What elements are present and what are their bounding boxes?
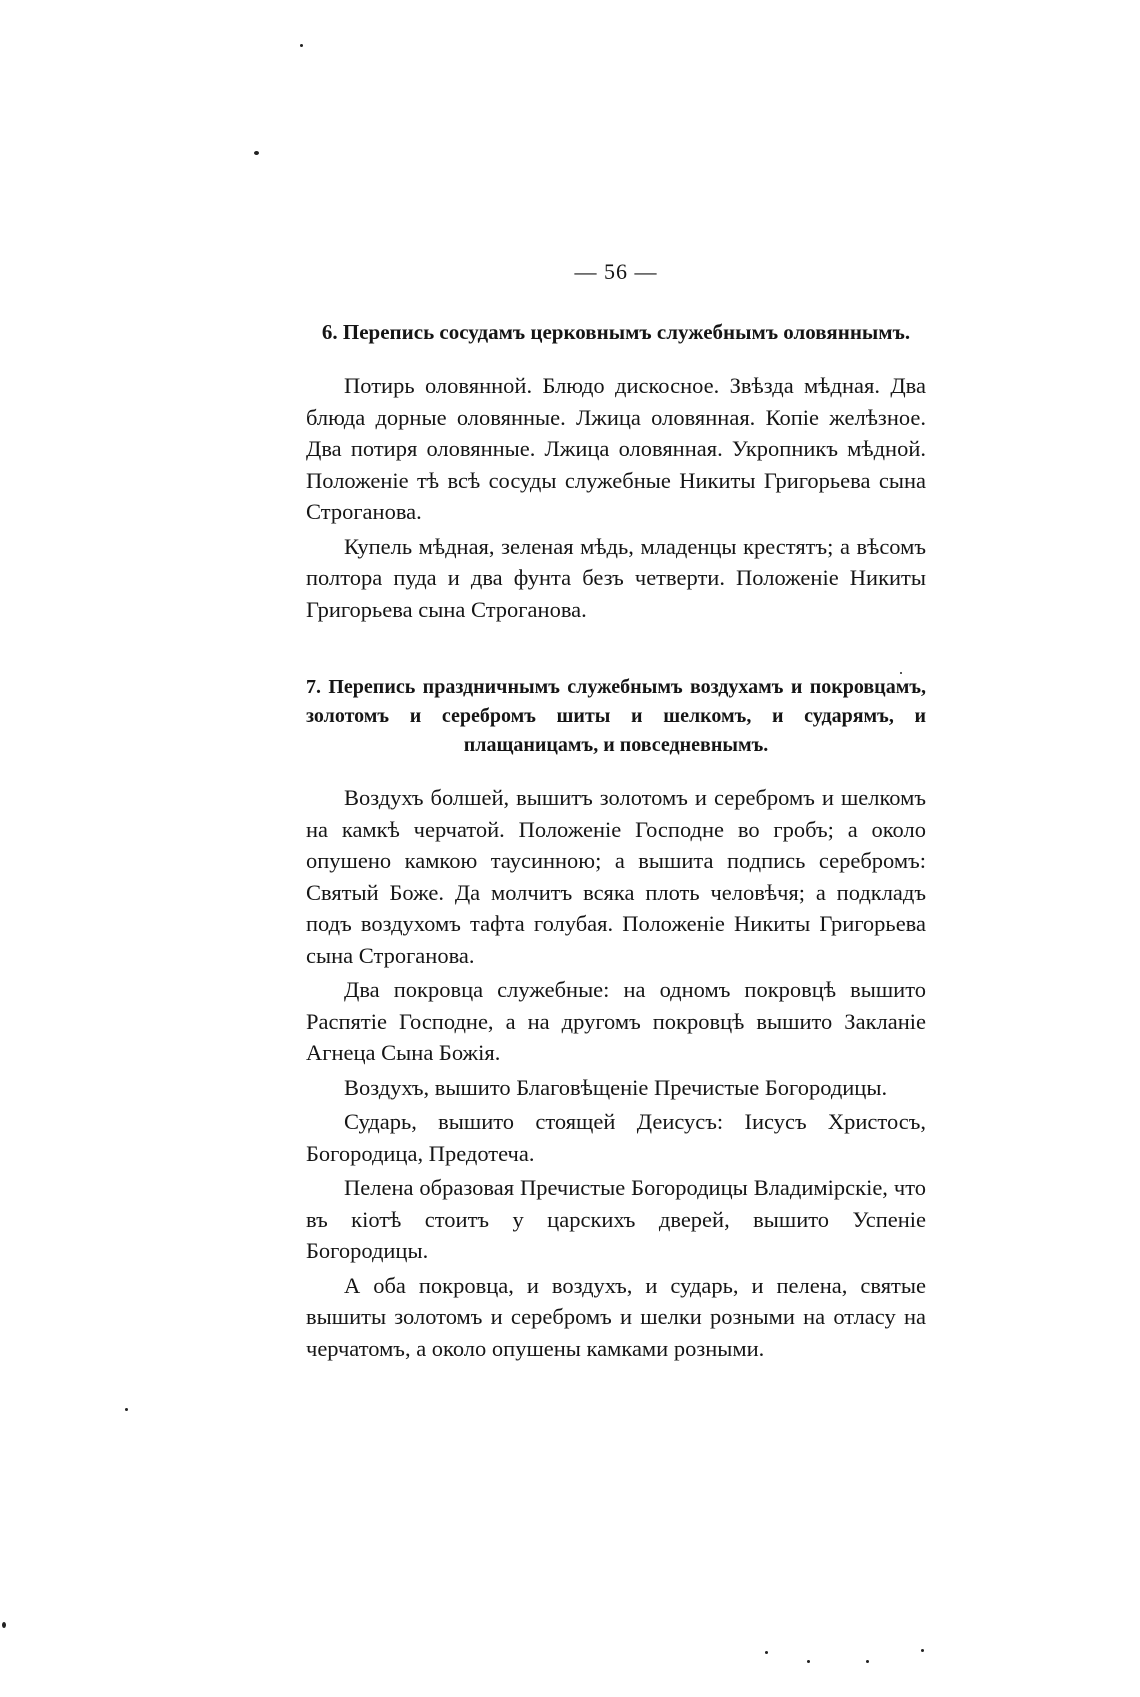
paragraph: Потирь оловянной. Блюдо дискосное. Звѣзда мѣдная. Два блюда дорные оловянные. Лжица оловянная. Копіе желѣзное. Два потиря оловянные. Лжица оловянная. Укропникъ мѣдной. Положеніе тѣ всѣ сосуды служебные Никиты Григорьева сына Строганова. bbox=[306, 373, 926, 524]
paragraph: Сударь, вышито стоящей Деисусъ: Іисусъ Христосъ, Богородица, Предотеча. bbox=[306, 1109, 926, 1166]
page-number: — 56 — bbox=[574, 259, 658, 284]
paragraph: Пелена образовая Пречистые Богородицы Владимірскіе, что въ кіотѣ стоитъ у царскихъ дверей, вышито Успеніе Богородицы. bbox=[306, 1175, 926, 1263]
paragraph: Купель мѣдная, зеленая мѣдь, младенцы крестятъ; а вѣсомъ полтора пуда и два фунта безъ четверти. Положеніе Никиты Григорьева сына Строганова. bbox=[306, 533, 926, 622]
section-6-body bbox=[306, 370, 926, 625]
scan-speck bbox=[254, 151, 259, 155]
text-column bbox=[306, 252, 926, 1364]
scan-speck bbox=[807, 1660, 810, 1663]
paragraph: Воздухъ, вышито Благовѣщеніе Пречистые Богородицы. bbox=[344, 1074, 888, 1100]
scan-speck bbox=[765, 1651, 768, 1654]
paragraph: Воздухъ болшей, вышитъ золотомъ и серебромъ и шелкомъ на камкѣ черчатой. Положеніе Господне во гробъ; а около опушено камкою таусинною; а вышита подпись серебромъ: Святый Боже. Да молчитъ всяка плоть человѣчя; а подкладъ подъ воздухомъ тафта голубая. Положеніе Никиты Григорьева сына Строганова. bbox=[306, 785, 926, 968]
scan-speck bbox=[125, 1408, 128, 1411]
scan-speck bbox=[866, 1660, 869, 1663]
section-7-heading: 7. Перепись праздничнымъ служебнымъ воздухамъ и покровцамъ, золотомъ и серебромъ шиты и шелкомъ, и сударямъ, и плащаницамъ, и повседневнымъ. bbox=[306, 676, 926, 756]
scan-speck bbox=[2, 1622, 6, 1628]
section-7-body bbox=[306, 782, 926, 1364]
section-6-heading: 6. Перепись сосудамъ церковнымъ служебнымъ оловяннымъ. bbox=[321, 320, 911, 344]
paragraph: А оба покровца, и воздухъ, и сударь, и пелена, святые вышиты золотомъ и серебромъ и шелки розными на отласу на черчатомъ, а около опушены камками розными. bbox=[306, 1272, 926, 1361]
scan-speck bbox=[300, 44, 303, 47]
paragraph: Два покровца служебные: на одномъ покровцѣ вышито Распятіе Господне, а на другомъ покровцѣ вышито Закланіе Агнеца Сына Божія. bbox=[306, 977, 926, 1065]
scan-speck bbox=[921, 1649, 924, 1652]
